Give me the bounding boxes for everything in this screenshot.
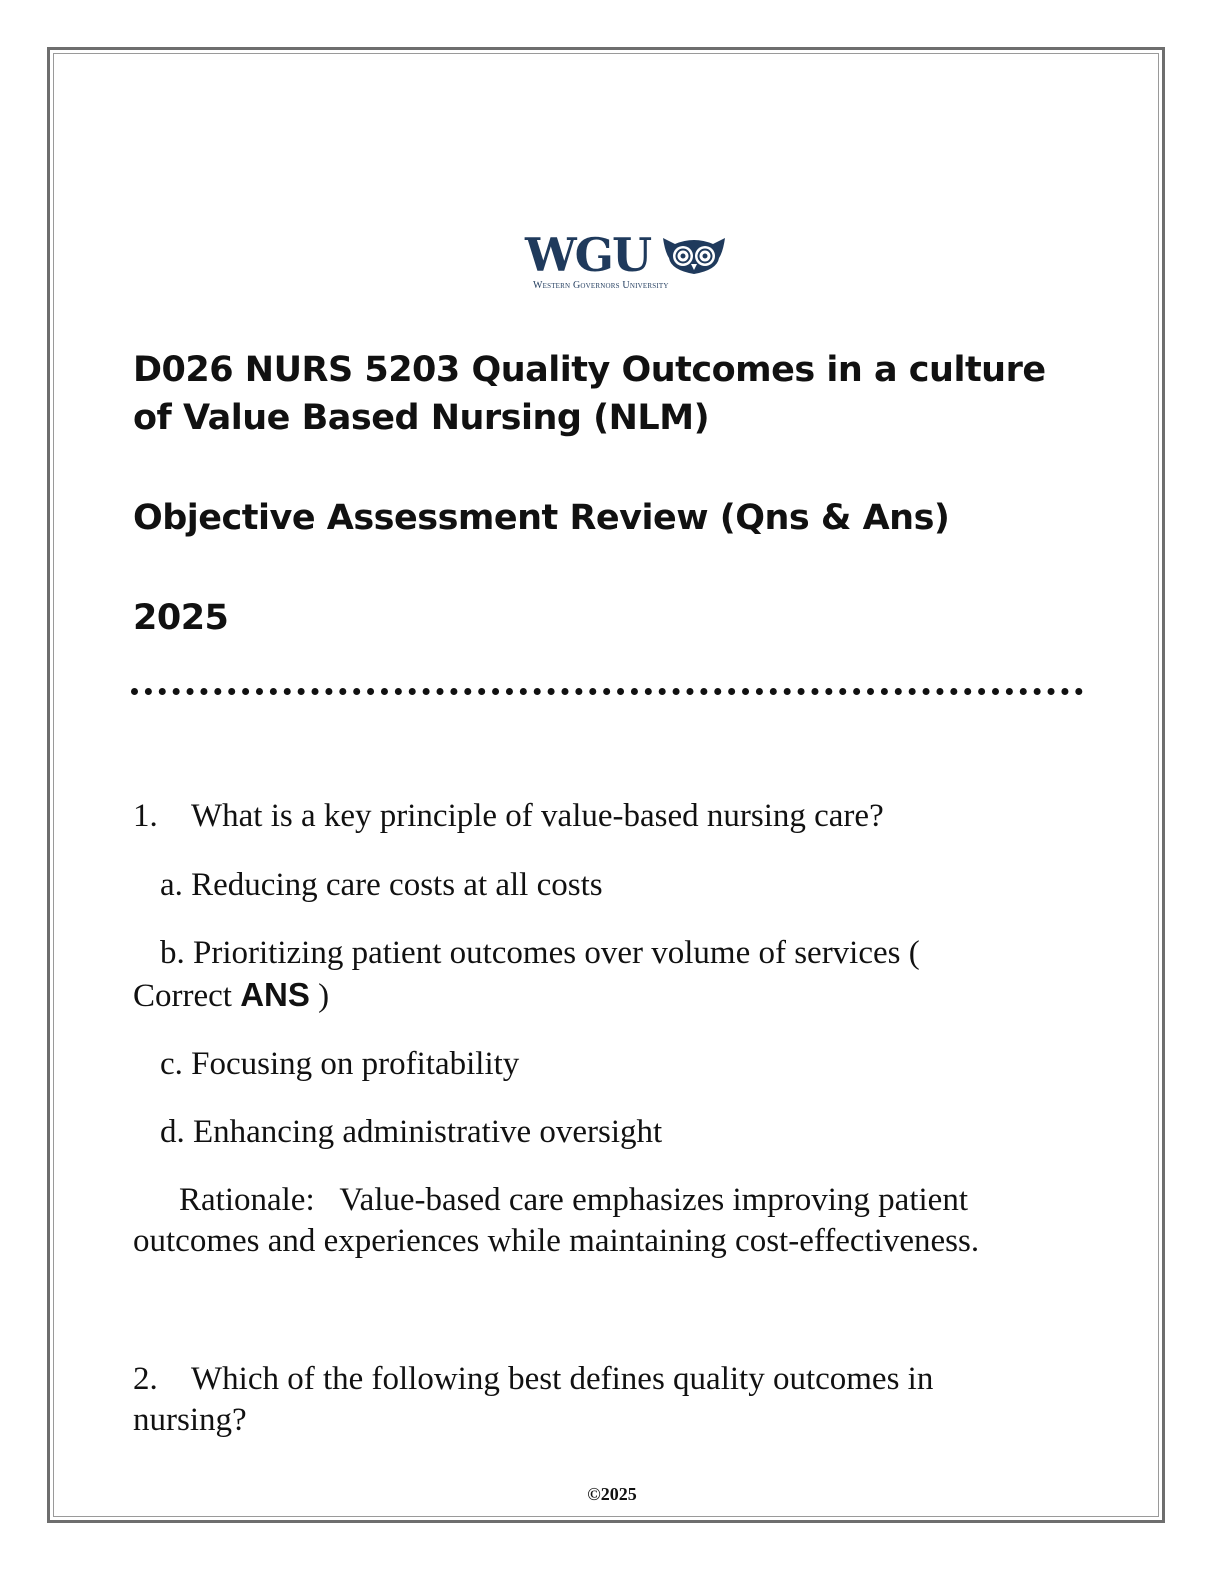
- logo-subtitle: Western Governors University: [533, 280, 669, 291]
- question-text: Which of the following best defines quality outcomes in nursing?: [133, 1361, 934, 1438]
- question-number: 2.: [133, 1361, 158, 1397]
- document-title: D026 NURS 5203 Quality Outcomes in a culture of Value Based Nursing (NLM): [133, 350, 1046, 438]
- footer-copyright: ©2025: [587, 1484, 637, 1504]
- option-d: [133, 1112, 1033, 1153]
- document-year: 2025: [133, 598, 229, 638]
- logo-wordmark: WGU: [525, 228, 651, 282]
- question-number: 1.: [133, 798, 158, 834]
- option-a: [133, 865, 1033, 906]
- option-label: b. Prioritizing patient outcomes over volume of services (: [160, 935, 920, 971]
- option-label: c. Focusing on profitability: [160, 1046, 520, 1082]
- question-1: [133, 796, 1053, 837]
- option-close: ): [309, 978, 330, 1014]
- option-label: d. Enhancing administrative oversight: [160, 1114, 663, 1150]
- correct-answer-tag: ANS: [240, 976, 310, 1013]
- option-label: a. Reducing care costs at all costs: [160, 867, 603, 903]
- option-c: [133, 1044, 1033, 1085]
- rationale-text: Value-based care emphasizes improving patient outcomes and experiences while maintaining cost-effectiveness.: [133, 1182, 980, 1259]
- option-b: [133, 933, 1033, 1017]
- rationale: [133, 1180, 1073, 1262]
- owl-icon: [661, 234, 727, 276]
- wgu-logo: [525, 228, 735, 296]
- option-continued: Correct: [133, 978, 232, 1014]
- document-subtitle: Objective Assessment Review (Qns & Ans): [133, 498, 950, 538]
- rationale-label: Rationale:: [179, 1182, 315, 1218]
- question-text: What is a key principle of value-based nursing care?: [191, 798, 884, 834]
- question-2: [133, 1359, 1053, 1441]
- dotted-divider: [131, 688, 1083, 695]
